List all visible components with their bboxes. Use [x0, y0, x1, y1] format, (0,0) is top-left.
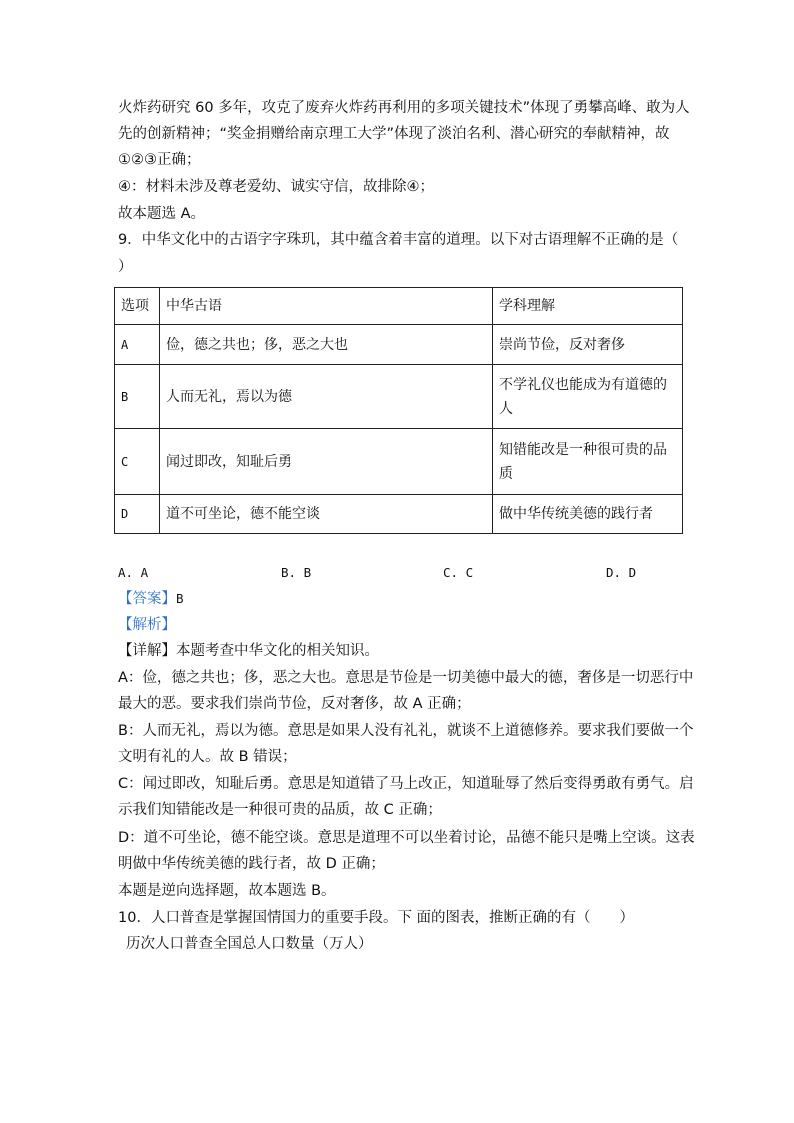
row-option: B — [115, 365, 160, 429]
choice-d: D. D — [606, 565, 637, 580]
intro-line-5: 故本题选 A。 — [118, 206, 206, 222]
explanation-line-5: C：闻过即改，知耻后勇。意思是知道错了马上改正，知道耻辱了然后变得勇敢有勇气。启 — [118, 776, 694, 792]
explanation-line-9: 本题是逆向选择题，故本题选 B。 — [118, 883, 336, 899]
analysis-tag: 【解析】 — [118, 617, 176, 633]
row-quote: 道不可坐论，德不能空谈 — [160, 495, 493, 534]
choice-a: A. A — [118, 565, 149, 580]
row-understanding: 知错能改是一种很可贵的品质 — [493, 429, 683, 495]
intro-line-1: 火炸药研究 60 多年，攻克了废弃火炸药再利用的多项关键技术”体现了勇攀高峰、敢为人 — [118, 100, 690, 116]
row-understanding: 崇尚节俭，反对奢侈 — [493, 325, 683, 365]
explanation-line-1: A：俭，德之共也；侈，恶之大也。意思是节俭是一切美德中最大的德，奢侈是一切恶行中 — [118, 670, 694, 686]
q10-stem: 10．人口普查是掌握国情国力的重要手段。下 面的图表，推断正确的有（ ） — [118, 910, 635, 926]
row-option: D — [115, 495, 160, 534]
explanation-line-2: 最大的恶。要求我们崇尚节俭，反对奢侈，故 A 正确； — [118, 696, 471, 712]
table-row — [115, 365, 683, 429]
detail-text: 本题考查中华文化的相关知识。 — [176, 643, 379, 659]
row-option: C — [115, 429, 160, 495]
choice-c: C. C — [443, 565, 474, 580]
explanation-line-4: 文明有礼的人。故 B 错误； — [118, 749, 297, 765]
table-row — [115, 429, 683, 495]
intro-line-2: 先的创新精神；“奖金捐赠给南京理工大学”体现了淡泊名利、潜心研究的奉献精神，故 — [118, 126, 670, 142]
intro-line-3: ①②③正确； — [118, 152, 201, 168]
detail-line — [118, 641, 379, 661]
row-quote: 俭，德之共也；侈，恶之大也 — [160, 325, 493, 365]
answer-line — [118, 589, 184, 609]
explanation-line-6: 示我们知错能改是一种很可贵的品质，故 C 正确； — [118, 802, 442, 818]
row-quote: 人而无礼，焉以为德 — [160, 365, 493, 429]
detail-tag: 【详解】 — [118, 643, 176, 659]
analysis-line — [118, 615, 176, 635]
q9-stem-line1: 9．中华文化中的古语字字珠玑，其中蕴含着丰富的道理。以下对古语理解不正确的是（ — [118, 232, 679, 248]
q9-table — [114, 287, 683, 534]
header-quote: 中华古语 — [160, 288, 493, 325]
row-quote: 闻过即改，知耻后勇 — [160, 429, 493, 495]
explanation-line-8: 明做中华传统美德的践行者，故 D 正确； — [118, 856, 385, 872]
q9-stem-line2: ） — [118, 259, 133, 275]
row-understanding: 做中华传统美德的践行者 — [493, 495, 683, 534]
explanation-line-3: B：人而无礼，焉以为德。意思是如果人没有礼礼，就谈不上道德修养。要求我们要做一个 — [118, 723, 694, 739]
explanation-line-7: D：道不可坐论，德不能空谈。意思是道理不可以坐着讨论，品德不能只是嘴上空谈。这表 — [118, 830, 695, 846]
answer-tag: 【答案】 — [118, 591, 176, 607]
answer-value: B — [176, 591, 184, 606]
table-row — [115, 325, 683, 365]
row-understanding: 不学礼仪也能成为有道德的人 — [493, 365, 683, 429]
row-option: A — [115, 325, 160, 365]
q10-chart-title: 历次人口普查全国总人口数量（万人） — [126, 936, 373, 952]
table-row — [115, 495, 683, 534]
header-understanding: 学科理解 — [493, 288, 683, 325]
choice-b: B. B — [281, 565, 312, 580]
table-header-row — [115, 288, 683, 325]
header-option: 选项 — [115, 288, 160, 325]
intro-line-4: ④：材料未涉及尊老爱幼、诚实守信，故排除④； — [118, 179, 434, 195]
